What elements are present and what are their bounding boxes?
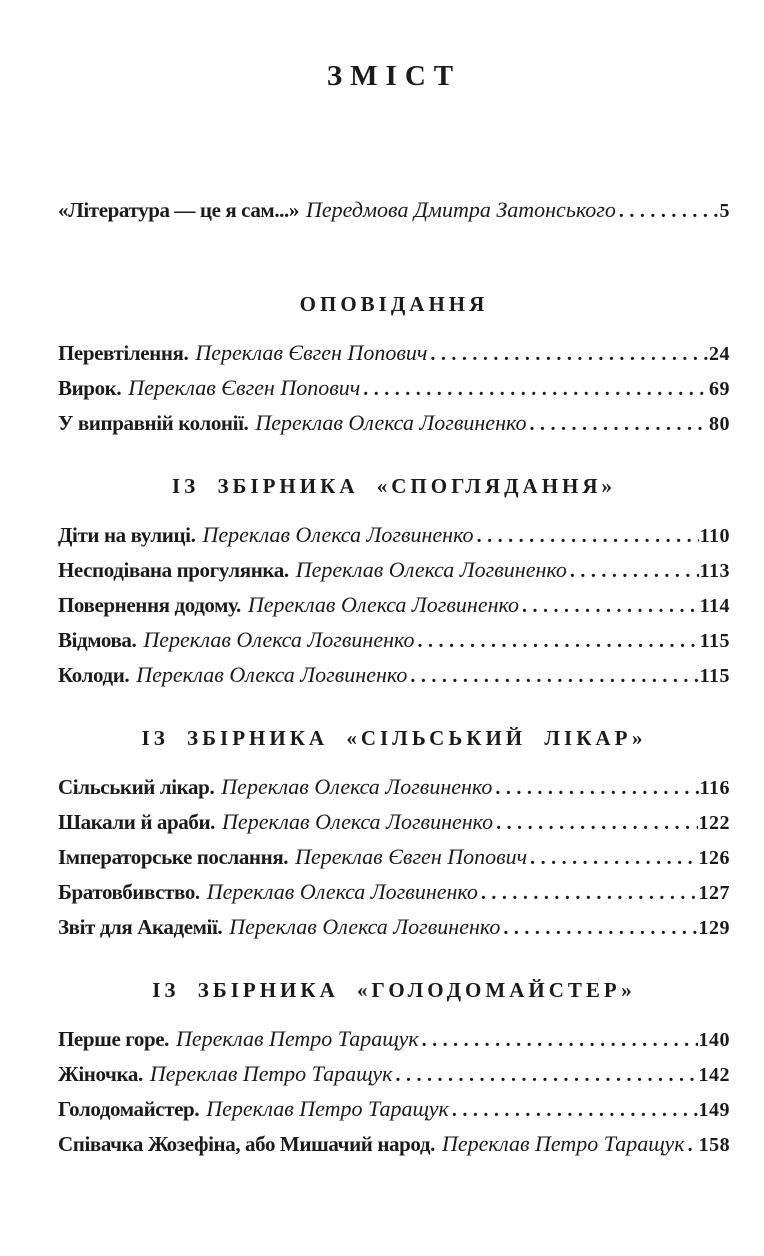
entry-page-number: 69 — [709, 378, 730, 400]
entry-title: Діти на вулиці. — [58, 523, 196, 547]
toc-entry — [58, 770, 730, 805]
dot-leader — [496, 807, 697, 840]
entry-page-number: 126 — [698, 847, 730, 869]
entry-page-number: 80 — [709, 413, 730, 435]
entry-translator: Переклав Євген Попович — [295, 844, 528, 869]
toc-entry — [58, 875, 730, 910]
dot-leader — [430, 338, 708, 371]
entry-page-number: 122 — [698, 812, 730, 834]
dot-leader — [363, 373, 708, 406]
entry-title: Несподівана прогулянка. — [58, 558, 289, 582]
dot-leader — [688, 1129, 698, 1162]
toc-entry — [58, 1057, 730, 1092]
entry-title: Братовбивство. — [58, 880, 200, 904]
dot-leader — [530, 842, 697, 875]
section-heading: ІЗ ЗБІРНИКА «СПОГЛЯДАННЯ» — [171, 474, 617, 498]
toc-entry — [58, 658, 730, 693]
entry-page-number: 115 — [699, 630, 730, 652]
toc-entry — [58, 1127, 730, 1162]
toc-entry — [58, 371, 730, 406]
preface-title: «Література — це я сам...» — [58, 198, 299, 222]
entry-translator: Переклав Олекса Логвиненко — [255, 410, 527, 435]
toc-entry — [58, 553, 730, 588]
entry-page-number: 158 — [698, 1134, 731, 1156]
entry-page-number: 24 — [709, 343, 730, 365]
dot-leader — [570, 555, 699, 588]
toc-entry — [58, 840, 730, 875]
dot-leader — [481, 877, 698, 910]
entry-page-number: 149 — [698, 1099, 730, 1121]
section-heading: ІЗ ЗБІРНИКА «ГОЛОДОМАЙСТЕР» — [152, 978, 636, 1002]
entry-title: У виправній колонії. — [58, 411, 249, 435]
toc-entry — [58, 1022, 730, 1057]
toc-entry — [58, 1092, 730, 1127]
entry-page-number: 129 — [698, 917, 730, 939]
dot-leader — [495, 772, 698, 805]
entry-title: Колоди. — [58, 663, 130, 687]
entry-translator: Переклав Петро Таращук — [206, 1096, 449, 1121]
toc-entry — [58, 406, 730, 441]
entry-page-number: 116 — [699, 777, 730, 799]
toc-entry — [58, 805, 730, 840]
entry-title: Сільський лікар. — [58, 775, 215, 799]
entry-title: Вирок. — [58, 376, 122, 400]
entry-translator: Переклав Олекса Логвиненко — [247, 592, 519, 617]
entry-translator: Переклав Олекса Логвиненко — [202, 522, 474, 547]
entry-page-number: 110 — [699, 525, 730, 547]
preface-entry — [58, 193, 730, 228]
section-heading: ОПОВІДАННЯ — [299, 292, 489, 316]
entry-translator: Переклав Євген Попович — [195, 340, 428, 365]
entry-page-number: 113 — [699, 560, 730, 582]
entry-translator: Переклав Олекса Логвиненко — [229, 914, 501, 939]
entry-translator: Переклав Олекса Логвиненко — [222, 809, 494, 834]
entry-translator: Переклав Олекса Логвиненко — [295, 557, 567, 582]
entry-page-number: 142 — [698, 1064, 730, 1086]
entry-page-number: 115 — [699, 665, 730, 687]
entry-translator: Переклав Петро Таращук — [176, 1026, 419, 1051]
dot-leader — [529, 408, 708, 441]
entry-title: Звіт для Академії. — [58, 915, 223, 939]
entry-page-number: 5 — [719, 200, 730, 222]
entry-title: Повернення додому. — [58, 593, 241, 617]
entry-page-number: 114 — [699, 595, 730, 617]
book-page — [0, 56, 764, 1256]
entry-title: Жіночка. — [58, 1062, 143, 1086]
dot-leader — [410, 660, 698, 693]
preface-subtitle: Передмова Дмитра Затонського — [306, 197, 616, 222]
entry-title: Голодомайстер. — [58, 1097, 200, 1121]
entry-translator: Переклав Олекса Логвиненко — [136, 662, 408, 687]
dot-leader — [522, 590, 699, 623]
toc-entry — [58, 588, 730, 623]
entry-title: Відмова. — [58, 628, 137, 652]
dot-leader — [417, 625, 698, 658]
entry-title: Перевтілення. — [58, 341, 189, 365]
dot-leader — [452, 1094, 698, 1127]
dot-leader — [395, 1059, 697, 1092]
toc-section — [58, 292, 730, 441]
toc-entry — [58, 910, 730, 945]
toc-entry — [58, 623, 730, 658]
dot-leader — [503, 912, 697, 945]
entry-translator: Переклав Євген Попович — [128, 375, 361, 400]
dot-leader — [477, 520, 699, 553]
toc-section — [58, 474, 730, 693]
entry-title: Перше горе. — [58, 1027, 169, 1051]
entry-page-number: 127 — [698, 882, 730, 904]
toc-entry — [58, 518, 730, 553]
entry-translator: Переклав Олекса Логвиненко — [206, 879, 478, 904]
entry-page-number: 140 — [698, 1029, 730, 1051]
entry-translator: Переклав Петро Таращук — [441, 1131, 685, 1156]
page-title: ЗМІСТ — [326, 60, 462, 92]
dot-leader — [619, 195, 719, 228]
toc-section — [58, 978, 730, 1162]
toc-entry — [58, 336, 730, 371]
entry-title: Шакали й араби. — [58, 810, 216, 834]
entry-translator: Переклав Олекса Логвиненко — [221, 774, 493, 799]
entry-translator: Переклав Олекса Логвиненко — [143, 627, 415, 652]
entry-title: Співачка Жозефіна, або Мишачий народ. — [58, 1132, 435, 1156]
dot-leader — [422, 1024, 698, 1057]
entry-title: Імператорське послання. — [58, 845, 289, 869]
entry-translator: Переклав Петро Таращук — [149, 1061, 393, 1086]
section-heading: ІЗ ЗБІРНИКА «СІЛЬСЬКИЙ ЛІКАР» — [141, 726, 647, 750]
toc-section — [58, 726, 730, 945]
